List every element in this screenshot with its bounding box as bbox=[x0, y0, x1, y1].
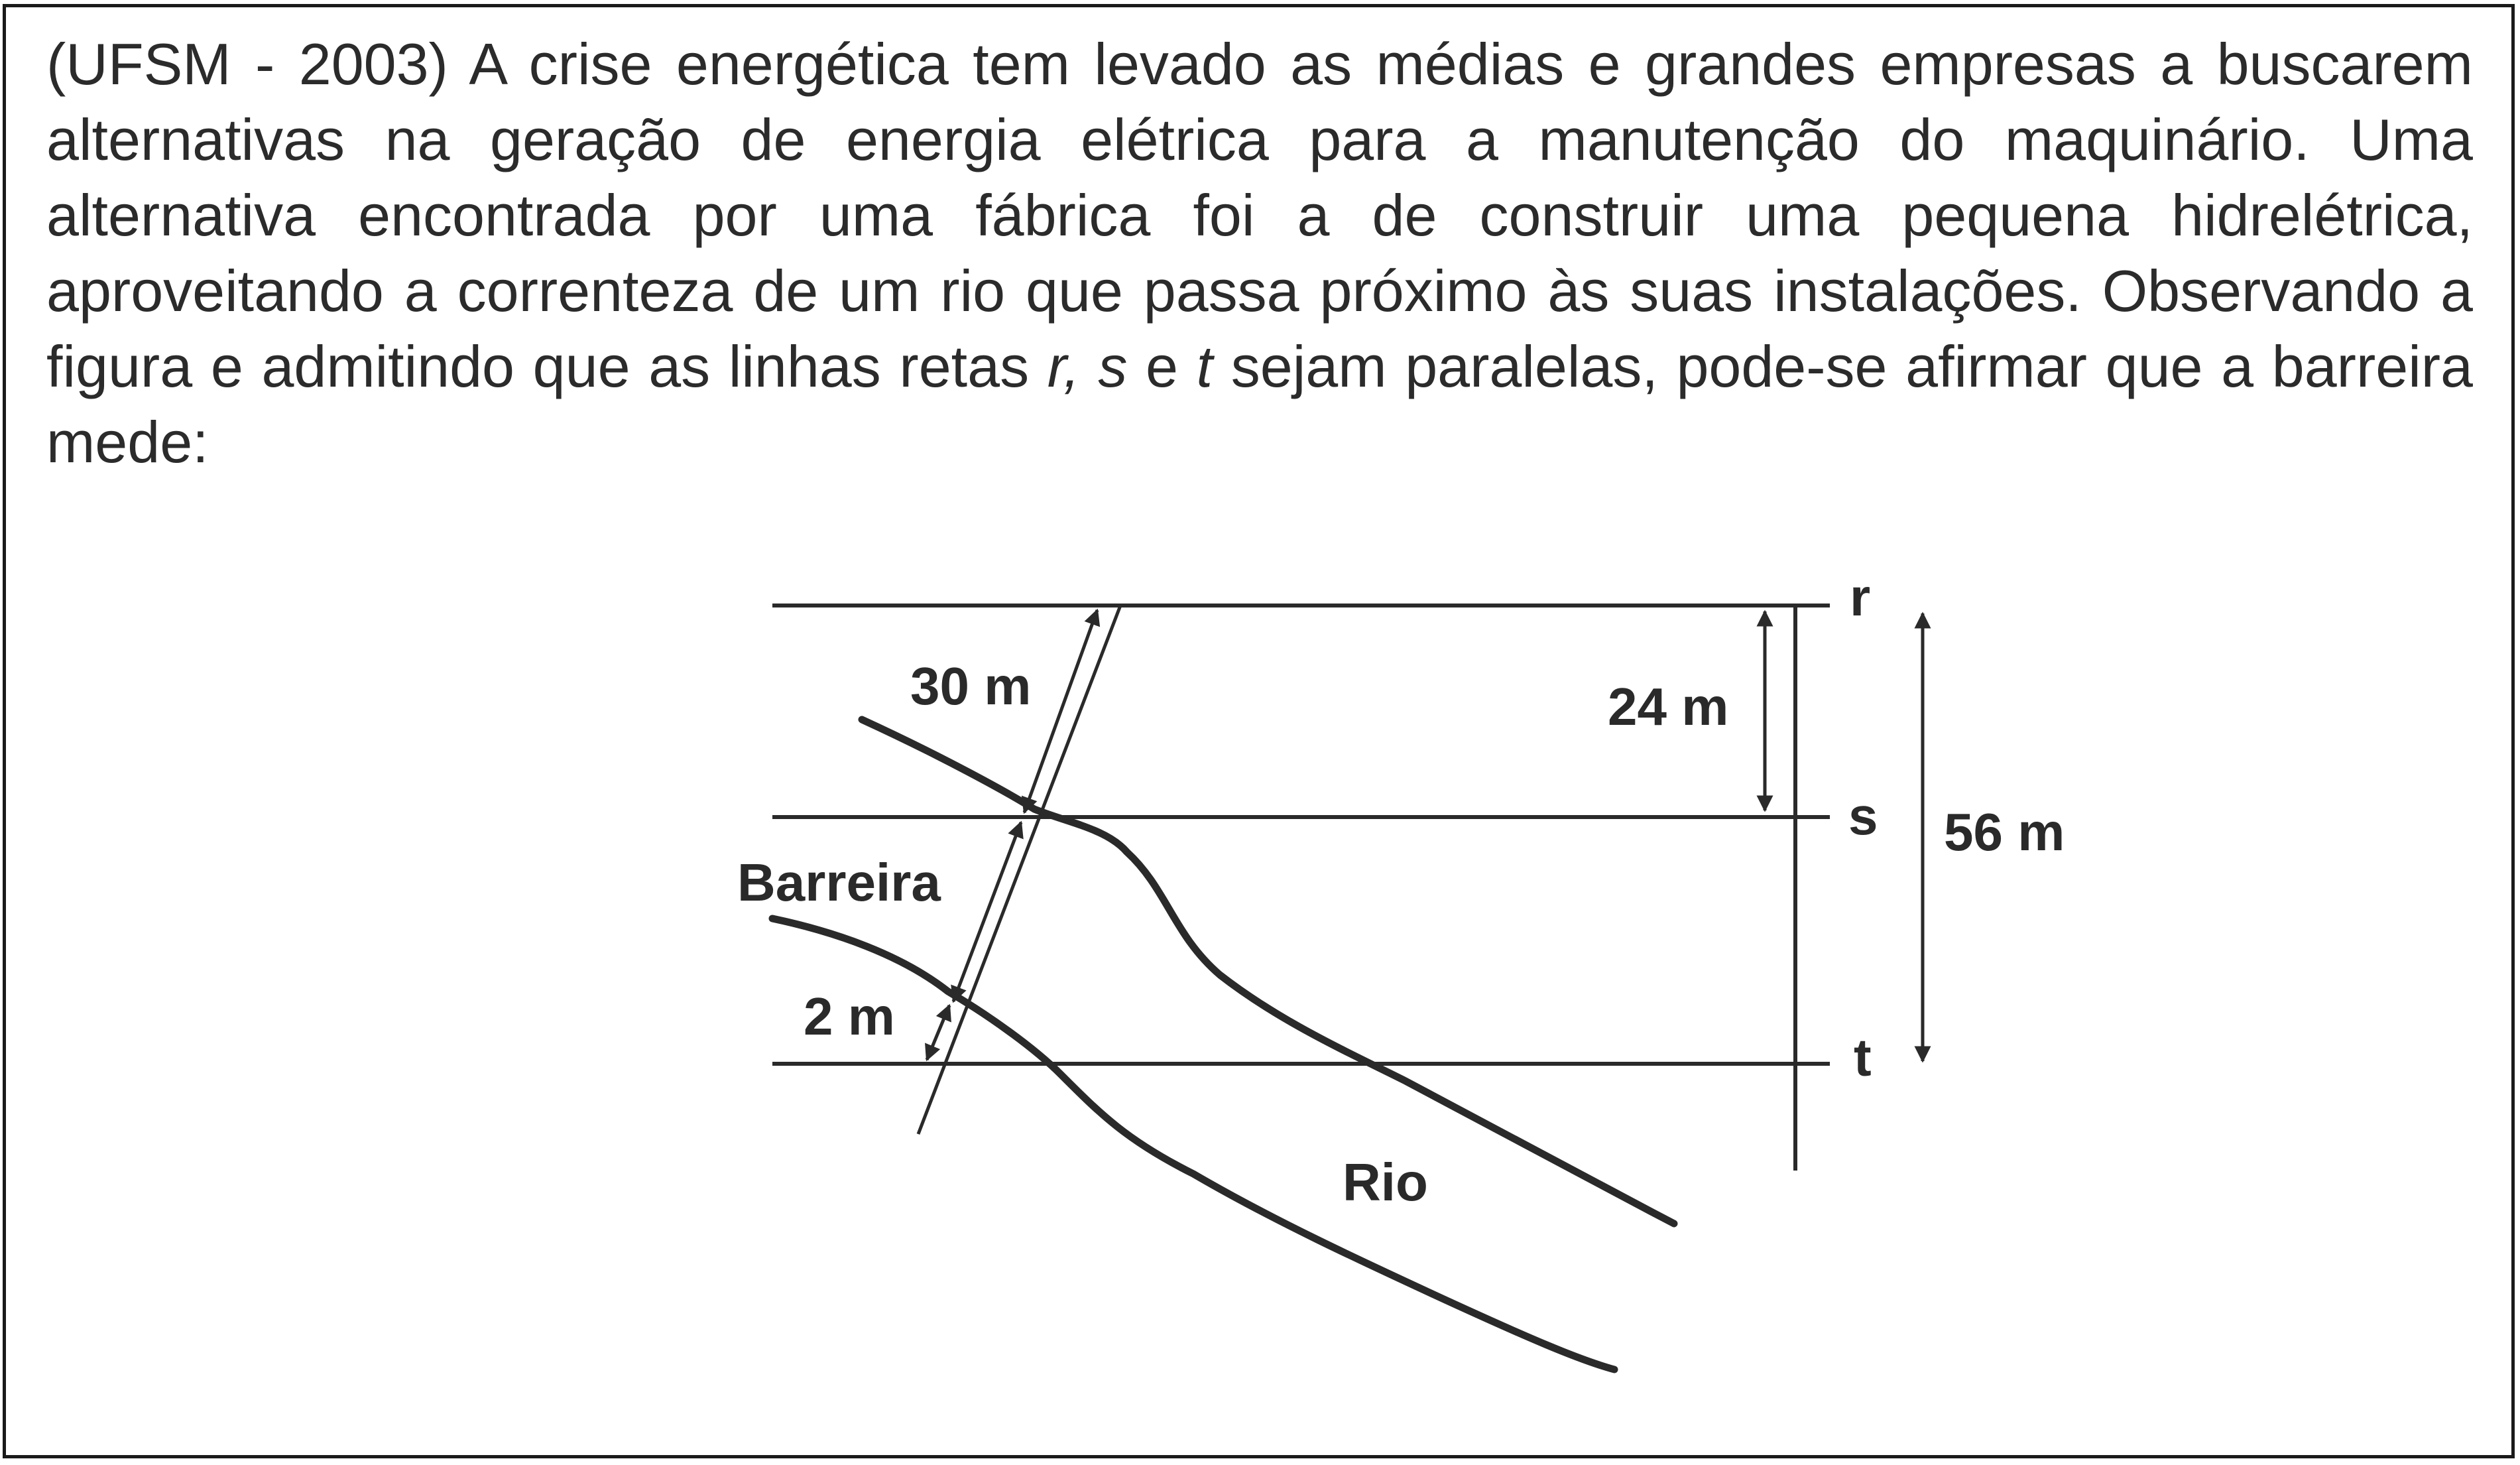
label-line-t: t bbox=[1854, 1028, 1872, 1087]
label-2m: 2 m bbox=[804, 987, 895, 1046]
variable-s: s bbox=[1098, 334, 1128, 399]
label-rio: Rio bbox=[1343, 1153, 1428, 1212]
variable-r: r, bbox=[1047, 334, 1080, 399]
label-line-r: r bbox=[1850, 568, 1871, 627]
label-line-s: s bbox=[1848, 787, 1878, 846]
question-source: (UFSM - 2003) bbox=[46, 31, 448, 97]
question-body-1: A crise energética tem levado as médias e grandes empresas a buscarem alternativas na geração de energia elétrica para a manutenção do maquinário. Uma alternativa encontrada por uma fábrica foi a de construir uma pequena hidrelétrica, aproveitando a correnteza de um rio que passa próximo às suas instalações. Observando a figura e admitindo que as linhas retas bbox=[46, 31, 2473, 399]
label-barreira: Barreira bbox=[737, 853, 941, 912]
barrier-arrow bbox=[953, 822, 1021, 1001]
variable-t: t bbox=[1196, 334, 1213, 399]
question-body-2: sejam paralelas, pode-se afirmar que a barreira mede: bbox=[46, 334, 2473, 475]
separator-2: e bbox=[1127, 334, 1197, 399]
label-30m: 30 m bbox=[910, 657, 1032, 716]
river-bank-lower bbox=[772, 919, 1614, 1369]
river-bank-upper bbox=[862, 720, 1674, 1224]
dimension-arrow-30m bbox=[1024, 610, 1097, 812]
dimension-arrow-2m bbox=[927, 1005, 949, 1060]
label-56m: 56 m bbox=[1944, 802, 2065, 861]
label-24m: 24 m bbox=[1608, 677, 1729, 736]
